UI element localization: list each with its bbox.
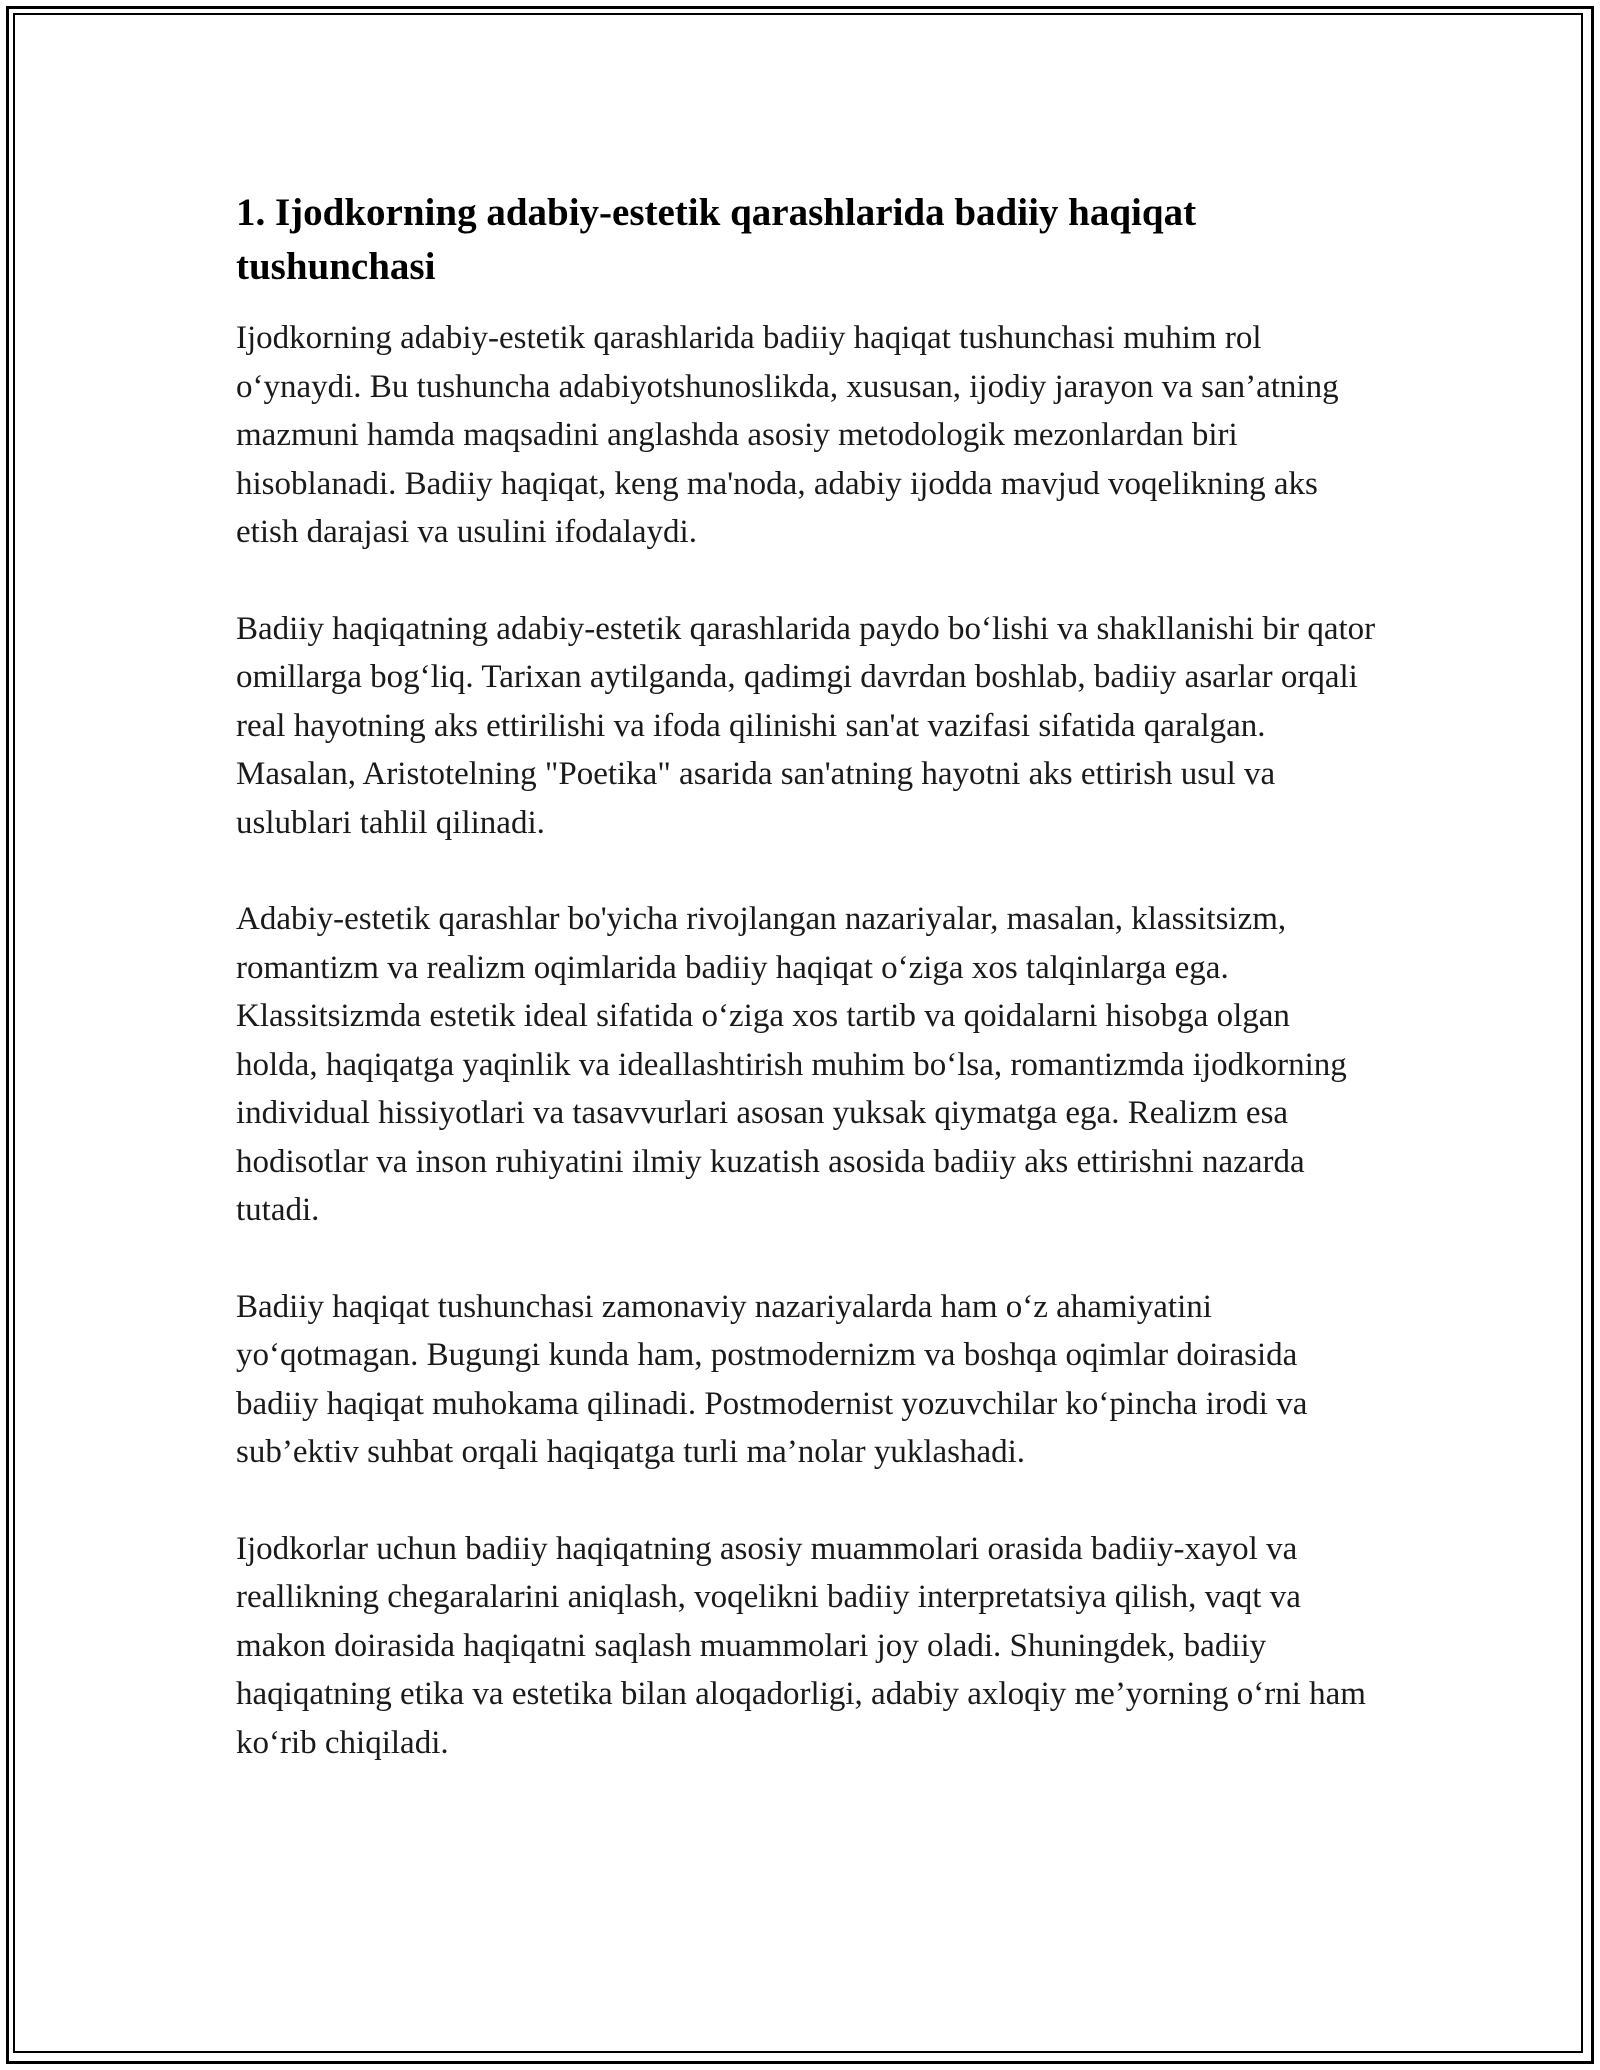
paragraph-5: Ijodkorlar uchun badiiy haqiqatning asosiy muammolari orasida badiiy-xayol va reallikning chegaralarini aniqlash, voqelikni badiiy interpretatsiya qilish, vaqt va makon doirasida haqiqatni saqlash muammolari joy oladi. Shuningdek, badiiy haqiqatning etika va estetika bilan aloqadorligi, adabiy axloqiy me’yorning o‘rni ham ko‘rib chiqiladi. [236,1530,1366,1761]
section-heading: 1. Ijodkorning adabiy-estetik qarashlarida badiiy haqiqat tushunchasi [236,191,1197,288]
document-body [236,186,1376,1815]
paragraph-4: Badiiy haqiqat tushunchasi zamonaviy nazariyalarda ham o‘z ahamiyatini yo‘qotmagan. Bugungi kunda ham, postmodernizm va boshqa oqimlar doirasida badiiy haqiqat muhokama qilinadi. Postmodernist yozuvchilar ko‘pincha irodi va sub’ektiv suhbat orqali haqiqatga turli ma’nolar yuklashadi. [236,1288,1308,1470]
paragraph-1: Ijodkorning adabiy-estetik qarashlarida badiiy haqiqat tushunchasi muhim rol o‘ynaydi. Bu tushuncha adabiyotshunoslikda, xususan, ijodiy jarayon va san’atning mazmuni hamda maqsadini anglashda asosiy metodologik mezonlardan biri hisoblanadi. Badiiy haqiqat, keng ma'noda, adabiy ijodda mavjud voqelikning aks etish darajasi va usulini ifodalaydi. [236,320,1339,550]
paragraph-3: Adabiy-estetik qarashlar bo'yicha rivojlangan nazariyalar, masalan, klassitsizm, romantizm va realizm oqimlarida badiiy haqiqat o‘ziga xos talqinlarga ega. Klassitsizmda estetik ideal sifatida o‘ziga xos tartib va qoidalarni hisobga olgan holda, haqiqatga yaqinlik va ideallashtirish muhim bo‘lsa, romantizmda ijodkorning individual hissiyotlari va tasavvurlari asosan yuksak qiymatga ega. Realizm esa hodisotlar va inson ruhiyatini ilmiy kuzatish asosida badiiy aks ettirishni nazarda tutadi. [236,901,1347,1228]
paragraph-2: Badiiy haqiqatning adabiy-estetik qarashlarida paydo bo‘lishi va shakllanishi bir qator omillarga bog‘liq. Tarixan aytilganda, qadimgi davrdan boshlab, badiiy asarlar orqali real hayotning aks ettirilishi va ifoda qilinishi san'at vazifasi sifatida qaralgan. Masalan, Aristotelning "Poetika" asarida san'atning hayotni aks ettirish usul va uslublari tahlil qilinadi. [236,610,1376,841]
